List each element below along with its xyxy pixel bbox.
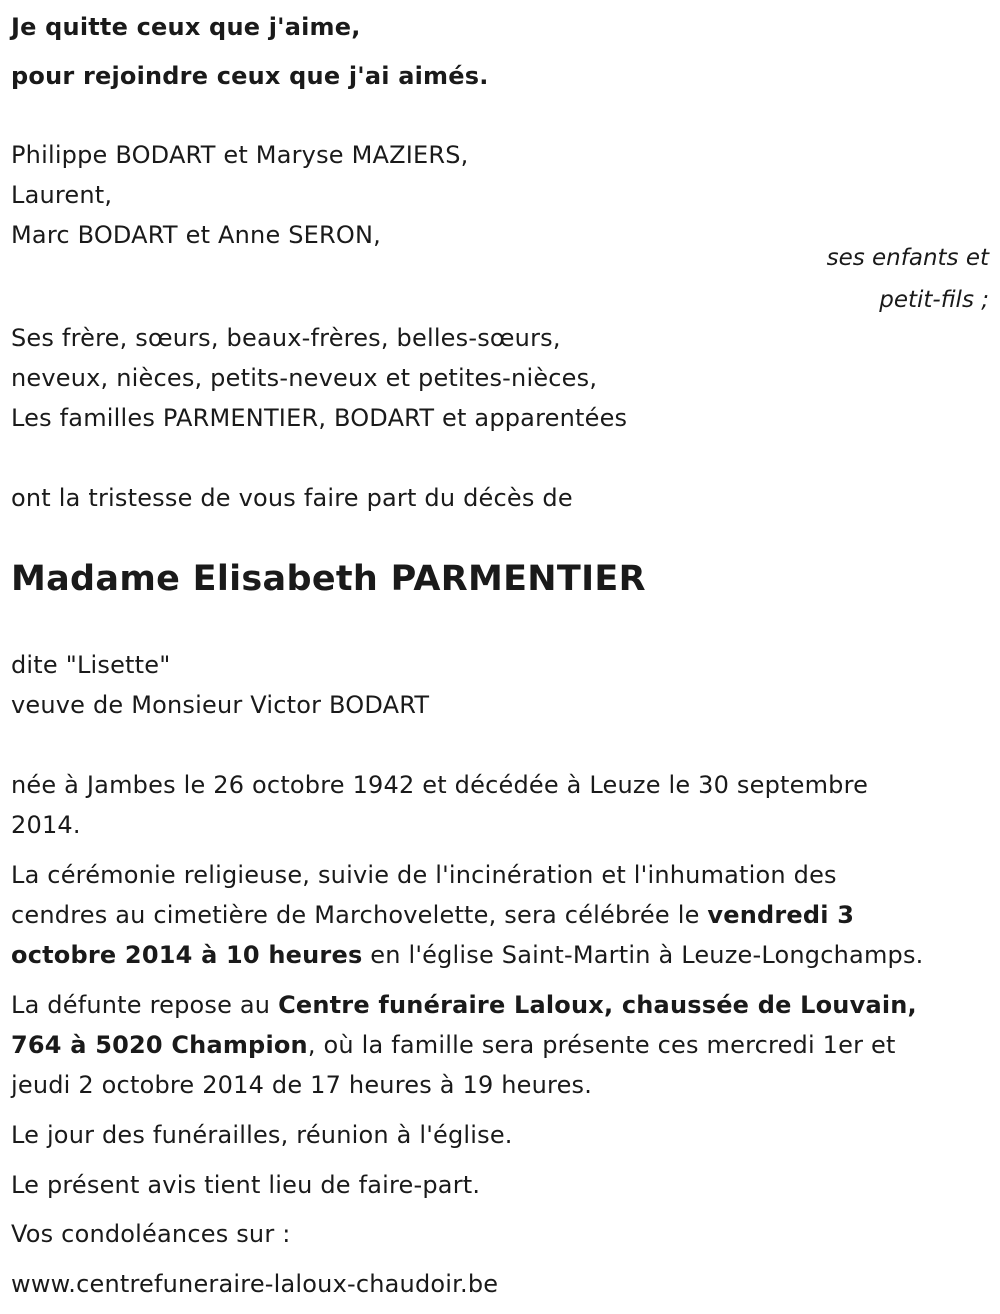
repose-text: La défunte repose au (11, 991, 279, 1019)
notice-line: Le présent avis tient lieu de faire-part. (11, 1171, 481, 1199)
condolences-url-link[interactable]: www.centrefuneraire-laloux-chaudoir.be (11, 1270, 499, 1298)
deceased-widow-of: veuve de Monsieur Victor BODART (11, 691, 430, 719)
ceremony-location: en l'église Saint-Martin à Leuze-Longchamps. (362, 941, 924, 969)
ceremony-line-2 (11, 895, 854, 935)
ceremony-text: cendres au cimetière de Marchovelette, sera célébrée le (11, 901, 708, 929)
ceremony-line-3 (11, 935, 923, 975)
repose-address-bold: 764 à 5020 Champion (11, 1031, 308, 1059)
ceremony-time-bold: octobre 2014 à 10 heures (11, 941, 363, 969)
epigraph-line-1: Je quitte ceux que j'aime, (11, 13, 361, 41)
family-line-3: Marc BODART et Anne SERON, (11, 221, 381, 249)
family-line-2: Laurent, (11, 181, 113, 209)
repose-line-1 (11, 985, 917, 1025)
condolences-link-line (11, 1264, 498, 1304)
epigraph-line-2: pour rejoindre ceux que j'ai aimés. (11, 62, 489, 90)
meeting-line: Le jour des funérailles, réunion à l'église. (11, 1121, 513, 1149)
dates-line-2: 2014. (11, 811, 81, 839)
repose-place-bold: Centre funéraire Laloux, chaussée de Louvain, (278, 991, 917, 1019)
relatives-line-2: neveux, nièces, petits-neveux et petites-nièces, (11, 364, 598, 392)
deceased-name: Madame Elisabeth PARMENTIER (11, 559, 646, 599)
relatives-line-3: Les familles PARMENTIER, BODART et apparentées (11, 404, 628, 432)
repose-line-2 (11, 1025, 896, 1065)
repose-family-presence: , où la famille sera présente ces mercredi 1er et (307, 1031, 896, 1059)
deceased-nickname: dite "Lisette" (11, 651, 171, 679)
ceremony-line-1: La cérémonie religieuse, suivie de l'incinération et l'inhumation des (11, 861, 837, 889)
repose-line-3: jeudi 2 octobre 2014 de 17 heures à 19 heures. (11, 1071, 593, 1099)
family-relation-line-2: petit-fils ; (879, 287, 989, 313)
announcement: ont la tristesse de vous faire part du décès de (11, 484, 573, 512)
ceremony-date-bold: vendredi 3 (707, 901, 855, 929)
family-line-1: Philippe BODART et Maryse MAZIERS, (11, 141, 469, 169)
condolences-label: Vos condoléances sur : (11, 1220, 291, 1248)
dates-line-1: née à Jambes le 26 octobre 1942 et décédée à Leuze le 30 septembre (11, 771, 869, 799)
family-relation-line-1: ses enfants et (826, 245, 989, 271)
relatives-line-1: Ses frère, sœurs, beaux-frères, belles-sœurs, (11, 324, 561, 352)
